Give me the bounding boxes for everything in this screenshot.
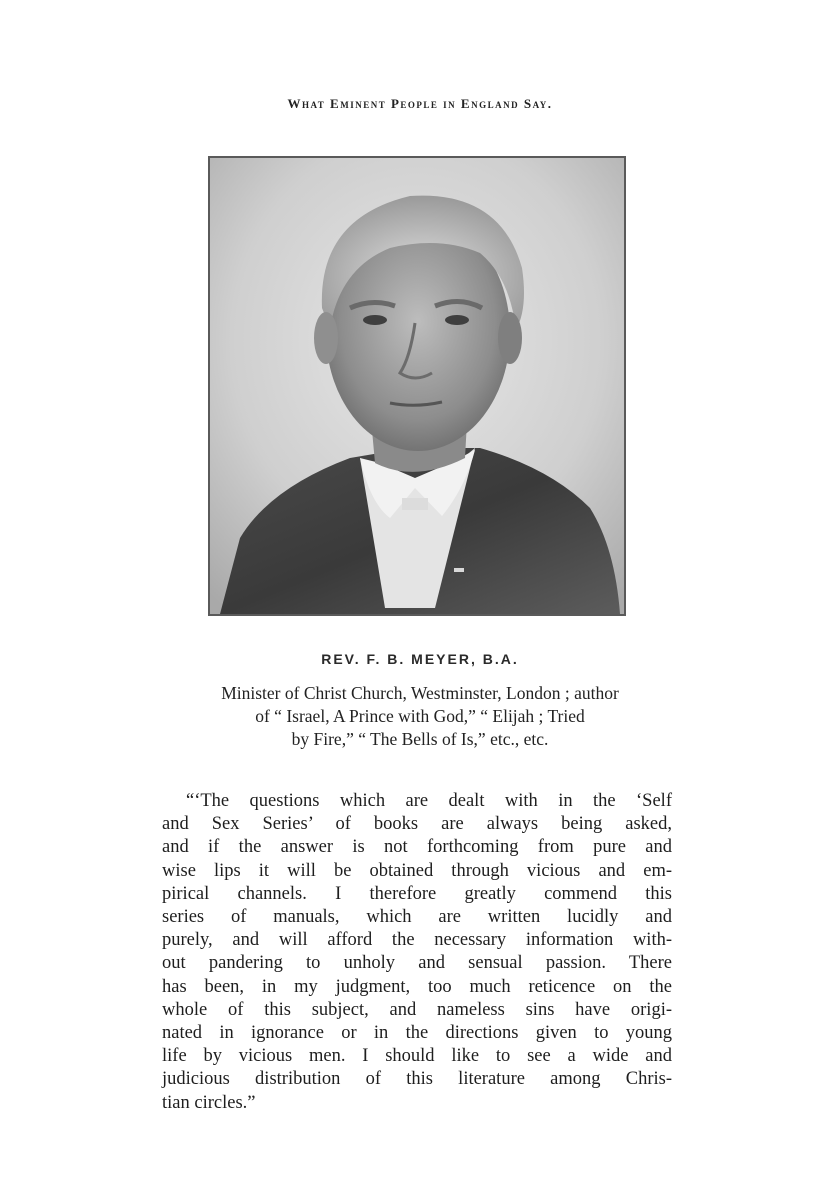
quote-line: and if the answer is not forthcoming from pure and [162, 837, 672, 858]
description-line: by Fire,” “ The Bells of Is,” etc., etc. [291, 729, 549, 749]
quote-line: purely, and will afford the necessary information with- [162, 930, 672, 951]
quote-line: out pandering to unholy and sensual passion. There [162, 953, 672, 974]
subject-description [160, 682, 680, 751]
quote-line: “‘The questions which are dealt with in the ‘Self [186, 791, 672, 811]
quote-line: series of manuals, which are written lucidly and [162, 907, 672, 928]
quote-line: nated in ignorance or in the directions given to young [162, 1023, 672, 1044]
quote-line: whole of this subject, and nameless sins have origi- [162, 999, 672, 1020]
portrait-icon [210, 158, 624, 614]
quote-line: and Sex Series’ of books are always being asked, [162, 814, 672, 835]
testimonial-quote [162, 790, 672, 1115]
subject-name: REV. F. B. MEYER, B.A. [321, 651, 519, 667]
quote-line: wise lips it will be obtained through vicious and em- [162, 860, 672, 881]
quote-line: life by vicious men. I should like to see a wide and [162, 1046, 672, 1067]
description-line: of “ Israel, A Prince with God,” “ Elijah ; Tried [255, 706, 585, 726]
running-head: What Eminent People in England Say. [287, 96, 553, 111]
portrait-photo [208, 156, 626, 616]
description-line: Minister of Christ Church, Westminster, London ; author [221, 683, 619, 703]
quote-line: has been, in my judgment, too much reticence on the [162, 976, 672, 997]
quote-line: tian circles.” [162, 1092, 256, 1113]
quote-line: pirical channels. I therefore greatly commend this [162, 883, 672, 904]
quote-line: judicious distribution of this literature among Chris- [162, 1069, 672, 1090]
